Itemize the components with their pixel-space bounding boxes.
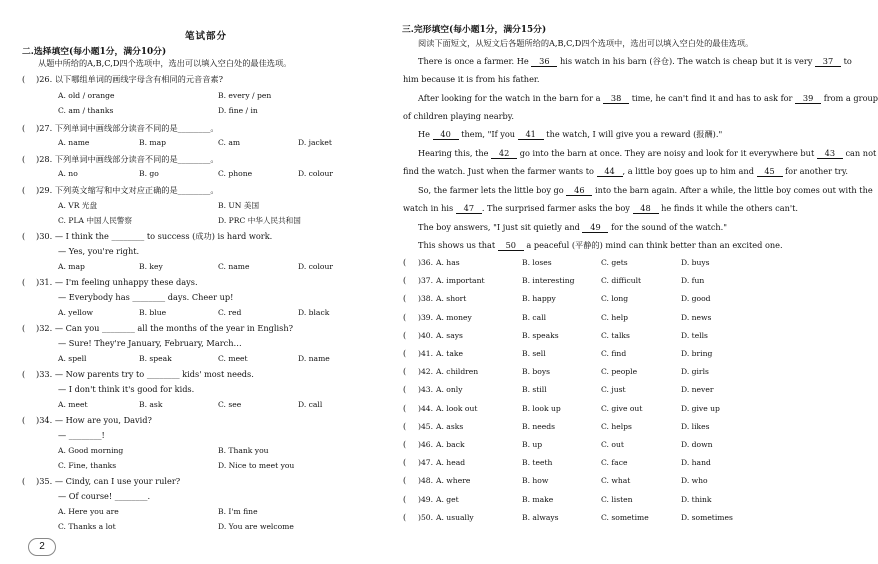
option-b: B. every / pen [218, 91, 272, 100]
option-d: D. fine / in [218, 106, 258, 115]
passage-line: of children playing nearby. [403, 111, 514, 121]
option-d: D. black [298, 308, 330, 317]
answer-paren: ( [403, 422, 407, 431]
option-a: A. asks [436, 422, 464, 431]
dialogue-line: — Sure! They're January, February, March… [58, 338, 242, 348]
blank-38[interactable]: 38 [603, 94, 629, 104]
option-c: C. what [601, 476, 631, 485]
option-a: A. meet [58, 400, 88, 409]
option-a: A. usually [436, 513, 474, 522]
blank-49[interactable]: 49 [582, 223, 608, 233]
question-number: )47. [418, 458, 434, 467]
section-title: 笔试部分 [185, 31, 228, 42]
blank-48[interactable]: 48 [633, 204, 659, 214]
answer-paren: ( [22, 232, 26, 241]
option-b: B. key [139, 262, 163, 271]
blank-37[interactable]: 37 [815, 57, 841, 67]
question-stem: )29. 下列英文缩写和中文对应正确的是________。 [36, 185, 219, 195]
option-c: C. PLA 中国人民警察 [58, 216, 132, 225]
option-b: B. speaks [522, 331, 559, 340]
option-d: D. Nice to meet you [218, 461, 295, 470]
option-a: A. no [58, 169, 78, 178]
question-number: )45. [418, 422, 434, 431]
page-number: 2 [28, 538, 56, 556]
option-d: D. likes [681, 422, 710, 431]
option-d: D. girls [681, 367, 709, 376]
answer-paren: ( [403, 404, 407, 413]
option-d: D. never [681, 385, 714, 394]
option-d: D. buys [681, 258, 710, 267]
option-d: D. hand [681, 458, 711, 467]
passage-line: This shows us that 50 a peaceful (平静的) mind can think better than an excited one. [418, 240, 783, 250]
option-c: C. phone [218, 169, 253, 178]
section3-header: 三.完形填空(每小题1分，满分15分) [402, 25, 547, 35]
option-d: D. think [681, 495, 712, 504]
option-b: B. still [522, 385, 547, 394]
passage-line: The boy answers, "I just sit quietly and 49 for the sound of the watch." [418, 222, 728, 232]
answer-paren: ( [22, 370, 26, 379]
dialogue-line: — Everybody has ________ days. Cheer up! [58, 292, 234, 302]
option-c: C. meet [218, 354, 248, 363]
option-d: D. colour [298, 169, 333, 178]
passage-line: He 40 them, "If you 41 the watch, I will give you a reward (报酬)." [418, 129, 723, 139]
section1-intro: 从题中所给的A,B,C,D四个选项中，选出可以填入空白处的最佳选项。 [38, 58, 292, 68]
option-a: A. head [436, 458, 466, 467]
option-c: C. Fine, thanks [58, 461, 117, 470]
answer-paren: ( [403, 513, 407, 522]
option-b: B. Thank you [218, 446, 269, 455]
option-c: C. talks [601, 331, 630, 340]
blank-50[interactable]: 50 [498, 241, 524, 251]
option-d: D. colour [298, 262, 333, 271]
question-number: )41. [418, 349, 434, 358]
passage-line: find the watch. Just when the farmer wants to 44 , a little boy goes up to him and 45 for another try. [403, 166, 848, 176]
option-b: B. map [139, 138, 166, 147]
option-b: B. look up [522, 404, 561, 413]
question-number: )42. [418, 367, 434, 376]
dialogue-line: — I don't think it's good for kids. [58, 384, 195, 394]
answer-paren: ( [22, 477, 26, 486]
answer-paren: ( [403, 294, 407, 303]
option-a: A. children [436, 367, 479, 376]
question-number: )40. [418, 331, 434, 340]
section3-intro: 阅读下面短文，从短文后各题所给的A,B,C,D四个选项中，选出可以填入空白处的最佳选项。 [418, 38, 754, 48]
dialogue-line: — Of course! ________. [58, 491, 151, 501]
answer-paren: ( [22, 124, 26, 133]
question-stem: )33. — Now parents try to ________ kids' most needs. [36, 369, 254, 379]
question-number: )36. [418, 258, 434, 267]
option-b: B. up [522, 440, 543, 449]
option-a: A. spell [58, 354, 87, 363]
answer-paren: ( [403, 495, 407, 504]
option-d: D. who [681, 476, 708, 485]
option-a: A. Good morning [58, 446, 124, 455]
option-b: B. speak [139, 354, 172, 363]
question-number: )38. [418, 294, 434, 303]
answer-paren: ( [403, 440, 407, 449]
question-number: )37. [418, 276, 434, 285]
blank-39[interactable]: 39 [795, 94, 821, 104]
option-d: D. PRC 中华人民共和国 [218, 216, 301, 225]
option-d: D. good [681, 294, 711, 303]
option-a: A. says [436, 331, 463, 340]
blank-40[interactable]: 40 [433, 130, 459, 140]
passage-line: So, the farmer lets the little boy go 46 into the barn again. After a while, the little boy comes out with the [418, 185, 873, 195]
option-c: C. difficult [601, 276, 642, 285]
option-a: A. get [436, 495, 459, 504]
answer-paren: ( [403, 276, 407, 285]
option-b: B. sell [522, 349, 546, 358]
option-c: C. help [601, 313, 629, 322]
option-a: A. take [436, 349, 463, 358]
option-a: A. only [436, 385, 463, 394]
passage-line: him because it is from his father. [403, 74, 540, 84]
option-d: D. tells [681, 331, 708, 340]
question-stem: )26. 以下哪组单词的画线字母含有相同的元音音素? [36, 74, 223, 84]
option-b: B. call [522, 313, 547, 322]
answer-paren: ( [403, 458, 407, 467]
option-a: A. money [436, 313, 472, 322]
option-c: C. listen [601, 495, 633, 504]
option-c: C. see [218, 400, 242, 409]
option-b: B. teeth [522, 458, 553, 467]
option-c: C. long [601, 294, 629, 303]
blank-36[interactable]: 36 [531, 57, 557, 67]
option-b: B. always [522, 513, 559, 522]
option-a: A. old / orange [58, 91, 115, 100]
question-stem: )32. — Can you ________ all the months of the year in English? [36, 323, 294, 333]
option-c: C. sometime [601, 513, 649, 522]
dialogue-line: — ________! [58, 430, 105, 440]
answer-paren: ( [22, 75, 26, 84]
option-b: B. UN 美国 [218, 201, 260, 210]
option-b: B. go [139, 169, 159, 178]
option-b: B. loses [522, 258, 552, 267]
option-b: B. make [522, 495, 554, 504]
answer-paren: ( [403, 349, 407, 358]
option-a: A. look out [436, 404, 478, 413]
option-a: A. important [436, 276, 485, 285]
blank-42[interactable]: 42 [491, 149, 517, 159]
option-b: B. I'm fine [218, 507, 258, 516]
option-a: A. map [58, 262, 85, 271]
option-a: A. yellow [58, 308, 94, 317]
passage-line: After looking for the watch in the barn for a 38 time, he can't find it and has to ask for 39 from a group [418, 93, 878, 103]
option-a: A. back [436, 440, 465, 449]
option-c: C. am / thanks [58, 106, 114, 115]
question-number: )50. [418, 513, 434, 522]
option-c: C. give out [601, 404, 643, 413]
option-a: A. where [436, 476, 471, 485]
passage-line: There is once a farmer. He 36 his watch in his barn (谷仓). The watch is cheap but it is very 37 to [418, 56, 852, 66]
question-stem: )27. 下列单词中画线部分读音不同的是________。 [36, 123, 219, 133]
option-b: B. how [522, 476, 549, 485]
option-a: A. VR 光盘 [58, 201, 98, 210]
question-stem: )35. — Cindy, can I use your ruler? [36, 476, 181, 486]
option-d: D. name [298, 354, 330, 363]
section1-header: 二.选择填空(每小题1分，满分10分) [22, 47, 167, 57]
answer-paren: ( [22, 278, 26, 287]
blank-46[interactable]: 46 [566, 186, 592, 196]
option-c: C. name [218, 262, 250, 271]
option-b: B. boys [522, 367, 551, 376]
passage-line: Hearing this, the 42 go into the barn at once. They are noisy and look for it everywhere but 43 can not [418, 148, 877, 158]
blank-44[interactable]: 44 [597, 167, 623, 177]
answer-paren: ( [22, 416, 26, 425]
option-c: C. find [601, 349, 627, 358]
blank-45[interactable]: 45 [757, 167, 783, 177]
option-b: B. happy [522, 294, 556, 303]
question-number: )39. [418, 313, 434, 322]
option-d: D. give up [681, 404, 720, 413]
dialogue-line: — Yes, you're right. [58, 246, 140, 256]
option-c: C. people [601, 367, 638, 376]
option-d: D. jacket [298, 138, 332, 147]
answer-paren: ( [22, 324, 26, 333]
option-c: C. helps [601, 422, 632, 431]
answer-paren: ( [403, 331, 407, 340]
question-stem: )28. 下列单词中画线部分读音不同的是________。 [36, 154, 219, 164]
option-b: B. blue [139, 308, 167, 317]
option-a: A. Here you are [58, 507, 119, 516]
answer-paren: ( [22, 155, 26, 164]
answer-paren: ( [403, 476, 407, 485]
question-number: )48. [418, 476, 434, 485]
option-a: A. short [436, 294, 467, 303]
blank-43[interactable]: 43 [817, 149, 843, 159]
question-number: )43. [418, 385, 434, 394]
question-stem: )30. — I think the ________ to success (成功) is hard work. [36, 231, 273, 241]
question-stem: )34. — How are you, David? [36, 415, 152, 425]
answer-paren: ( [403, 385, 407, 394]
option-c: C. red [218, 308, 242, 317]
blank-47[interactable]: 47 [456, 204, 482, 214]
option-d: D. You are welcome [218, 522, 294, 531]
passage-line: watch in his 47 . The surprised farmer asks the boy 48 he finds it while the others can't. [403, 203, 799, 213]
option-c: C. am [218, 138, 241, 147]
answer-paren: ( [403, 367, 407, 376]
answer-paren: ( [403, 258, 407, 267]
blank-41[interactable]: 41 [518, 130, 544, 140]
option-b: B. needs [522, 422, 556, 431]
answer-paren: ( [403, 313, 407, 322]
option-b: B. interesting [522, 276, 575, 285]
option-c: C. gets [601, 258, 628, 267]
question-stem: )31. — I'm feeling unhappy these days. [36, 277, 198, 287]
option-a: A. name [58, 138, 90, 147]
option-b: B. ask [139, 400, 163, 409]
question-number: )44. [418, 404, 434, 413]
option-d: D. news [681, 313, 712, 322]
option-c: C. Thanks a lot [58, 522, 116, 531]
option-a: A. has [436, 258, 460, 267]
option-d: D. bring [681, 349, 713, 358]
option-d: D. down [681, 440, 713, 449]
question-number: )46. [418, 440, 434, 449]
option-c: C. out [601, 440, 624, 449]
option-d: D. call [298, 400, 323, 409]
option-c: C. just [601, 385, 626, 394]
option-d: D. fun [681, 276, 705, 285]
option-c: C. face [601, 458, 628, 467]
question-number: )49. [418, 495, 434, 504]
option-d: D. sometimes [681, 513, 733, 522]
answer-paren: ( [22, 186, 26, 195]
